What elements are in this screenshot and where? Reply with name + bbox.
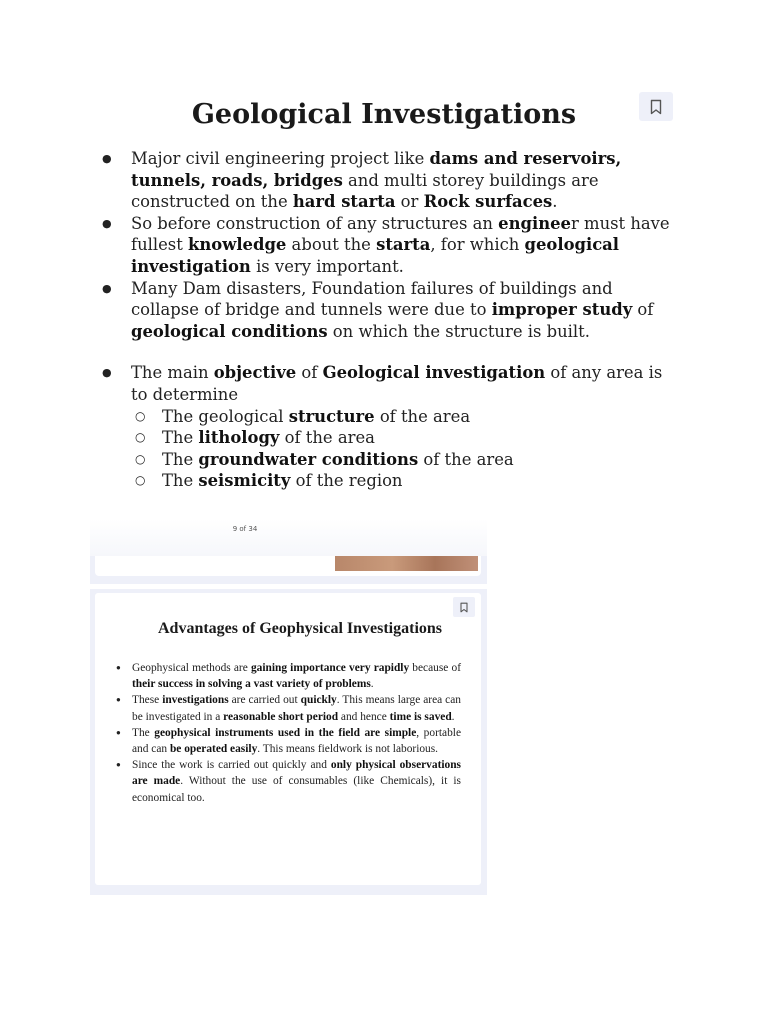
bullet-item (116, 660, 461, 692)
text-run: is very important. (250, 256, 404, 276)
bold-text: enginee (498, 213, 571, 233)
text-run: These (132, 694, 163, 707)
main-bullet-list (100, 148, 670, 492)
text-run: So before construction of any structures an (131, 213, 499, 233)
sub-bullet-item (131, 470, 670, 492)
bold-text: reasonable short period (223, 710, 339, 723)
bullet-item (100, 213, 670, 278)
bold-text: quickly (300, 694, 337, 707)
page-strip (90, 519, 487, 556)
text-run: . (552, 192, 558, 212)
bullet-item (100, 148, 670, 213)
sub-bullet-item (131, 406, 670, 428)
text-run: are carried out (228, 694, 301, 707)
bold-text: geological conditions (131, 321, 328, 341)
bold-text: seismicity (198, 471, 291, 491)
text-run: Geophysical methods are (132, 662, 251, 674)
bold-text: their success in solving a vast variety of problems (132, 678, 371, 691)
sub-bullet-item (131, 427, 670, 449)
text-run: and hence (338, 710, 390, 723)
text-run: of (632, 300, 654, 320)
bookmark-button[interactable] (639, 92, 673, 121)
text-run: Major civil engineering project like (131, 149, 430, 168)
bullet-item (116, 757, 461, 806)
bullet-item (116, 692, 461, 724)
text-run: Many Dam disasters, Foundation failures of buildings and collapse of bridge and tunnels were due to (131, 278, 613, 320)
bold-text: dams and reservoirs, (429, 149, 622, 168)
bold-text: Geological investigation (322, 363, 546, 383)
rock-photo (335, 556, 478, 571)
bookmark-icon (460, 602, 468, 613)
text-run: of the area (418, 449, 514, 469)
text-run: Since the work is carried out quickly and (132, 759, 331, 772)
text-run: about the (286, 235, 377, 255)
text-run: of any area is to determine (131, 363, 663, 404)
card-bullet-list (116, 660, 461, 806)
text-run: of (296, 363, 323, 383)
bold-text: lithology (198, 428, 280, 448)
text-run: . This means fieldwork is not laborious. (257, 743, 439, 756)
text-run: and multi storey buildings are constructed on the (131, 170, 599, 212)
text-run: . This means large area can be investigated in a (132, 694, 461, 723)
bold-text: geophysical instruments used in the field are simple (154, 726, 417, 739)
bold-text: tunnels, roads, bridges (131, 170, 343, 190)
text-run: of the area (279, 428, 375, 448)
text-run: . (370, 678, 374, 691)
bold-text: hard starta (292, 192, 396, 212)
text-run: The geological (162, 406, 289, 426)
sub-bullet-item (131, 449, 670, 471)
bold-text: knowledge (188, 235, 287, 255)
text-run: The (162, 471, 199, 491)
text-run: The (162, 428, 199, 448)
text-run: because of (409, 662, 462, 674)
bold-text: objective (213, 363, 297, 383)
sub-bullet-list (131, 406, 670, 492)
page-title: Geological Investigations (191, 99, 577, 130)
text-run: r must have fullest (131, 213, 670, 255)
text-run: The (132, 726, 155, 739)
bold-text: gaining importance very rapidly (250, 662, 410, 674)
bold-text: time is saved (389, 710, 452, 723)
bookmark-icon (650, 99, 662, 115)
previous-slide-card (90, 556, 487, 584)
card-title: Advantages of Geophysical Investigations (157, 620, 443, 637)
text-run: The (162, 449, 199, 469)
text-run: The main (131, 363, 214, 383)
bullet-item (100, 362, 670, 492)
text-run: on which the structure is built. (327, 321, 590, 341)
bold-text: structure (288, 406, 375, 426)
bold-text: Rock surfaces (423, 192, 553, 212)
page-counter: 9 of 34 (232, 525, 258, 533)
text-run: . Without the use of consumables (like Chemicals), it is economical too. (132, 775, 461, 804)
bold-text: improper study (491, 300, 633, 320)
text-run: . (451, 710, 455, 723)
bold-text: starta (376, 235, 431, 255)
text-run: of the region (290, 471, 403, 491)
bullet-item (100, 278, 670, 343)
bold-text: investigations (162, 694, 229, 707)
bold-text: only physical observations are made (132, 759, 461, 788)
text-run: , for which (430, 235, 525, 255)
bold-text: geological investigation (131, 235, 620, 276)
bold-text: groundwater conditions (198, 449, 419, 469)
bold-text: be operated easily (169, 743, 258, 756)
card-bookmark-button[interactable] (453, 597, 475, 617)
text-run: of the area (374, 406, 471, 426)
bullet-item (116, 725, 461, 757)
text-run: , portable and can (132, 726, 462, 756)
text-run: or (395, 192, 424, 212)
